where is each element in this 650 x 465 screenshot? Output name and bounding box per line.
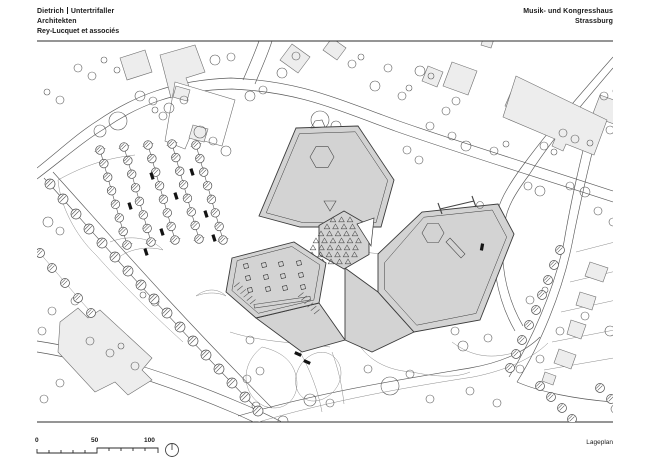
- large-context-building-ne: [503, 76, 607, 155]
- north-arrow-icon: [166, 444, 179, 457]
- main-building-complex: [226, 120, 514, 352]
- scale-bar: [37, 448, 158, 453]
- project-city: Strassburg: [575, 17, 613, 25]
- large-context-building-sw: [58, 308, 152, 395]
- firm-name-line2: Architekten: [37, 17, 77, 25]
- scale-label-50: 50: [91, 437, 99, 444]
- firm-name-part2: Untertrifaller: [70, 8, 115, 15]
- project-name: Musik- und Kongresshaus: [523, 8, 613, 15]
- associate-firm-name: Rey-Lucquet et associés: [37, 28, 120, 35]
- hall-volume-east: [378, 204, 514, 332]
- firm-name-part1: Dietrich: [37, 8, 64, 15]
- scale-label-0: 0: [35, 437, 39, 444]
- drawing-title: Lageplan: [586, 439, 613, 446]
- scale-label-100: 100: [144, 437, 155, 444]
- concert-hall-volume: [259, 120, 394, 227]
- site-plan-map: [36, 36, 650, 431]
